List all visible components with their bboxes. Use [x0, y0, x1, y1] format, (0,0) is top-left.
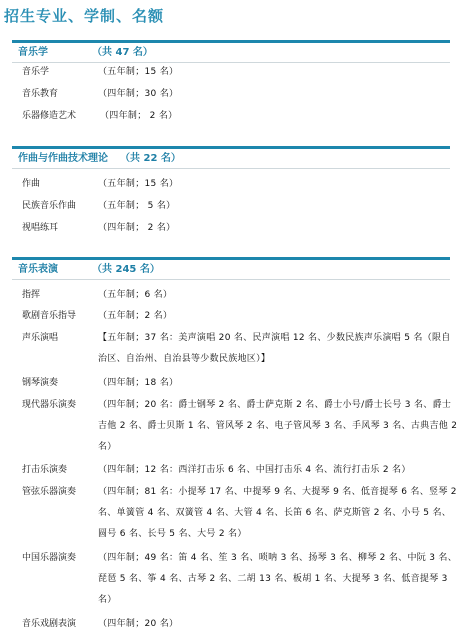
item-label: 中国乐器演奏: [22, 553, 77, 563]
item-label: 作曲: [22, 179, 41, 189]
list-item: [0, 373, 468, 393]
item-label: 现代器乐演奏: [22, 400, 77, 410]
section-header: [0, 146, 468, 168]
item-detail: （四年制；18 名）: [98, 378, 179, 388]
section-name: 音乐表演: [18, 264, 58, 275]
item-detail: （四年制；49 名：笛 4 名、笙 3 名、唢呐 3 名、扬琴 3 名、柳琴 2 名、中阮 3 名、琵琶 5 名、筝 4 名、古琴 2 名、二胡 13 名、板胡 1 名、大提琴 3 名、低音提琴 3 名）: [98, 553, 458, 605]
section-rule: [12, 168, 450, 169]
item-label: 指挥: [22, 290, 41, 300]
item-label: 管弦乐器演奏: [22, 487, 77, 497]
section-top-bar: [12, 146, 450, 149]
list-item: [0, 106, 468, 126]
item-detail: （五年制；15 名）: [98, 179, 179, 189]
item-label: 音乐教育: [22, 89, 59, 99]
item-detail: （五年制；2 名）: [98, 311, 173, 321]
item-detail: （四年制；20 名）: [98, 619, 179, 629]
item-detail: （四年制； 2 名）: [98, 223, 176, 233]
list-item: [0, 84, 468, 104]
section-musicology: [0, 40, 468, 62]
list-item: [0, 218, 468, 238]
list-item: [0, 196, 468, 216]
section-rule: [12, 279, 450, 280]
item-label: 钢琴演奏: [22, 378, 59, 388]
item-detail: （五年制；6 名）: [98, 290, 173, 300]
section-header: [0, 257, 468, 279]
section-name: 音乐学: [18, 47, 48, 58]
list-item: [0, 395, 468, 459]
item-detail: 【五年制；37 名：美声演唱 20 名、民声演唱 12 名、少数民族声乐演唱 5 名（限自治区、自治州、自治县等少数民族地区）】: [98, 333, 451, 364]
item-detail: （四年制；12 名：西洋打击乐 6 名、中国打击乐 4 名、流行打击乐 2 名）: [98, 465, 411, 475]
item-label: 视唱练耳: [22, 223, 59, 233]
section-performance: [0, 257, 468, 279]
list-item: [0, 306, 468, 326]
section-count: （共 245 名）: [92, 264, 160, 275]
item-detail: （四年制；81 名：小提琴 17 名、中提琴 9 名、大提琴 9 名、低音提琴 6 名、竖琴 2 名、单簧管 4 名、双簧管 4 名、大管 4 名、长笛 6 名、萨克斯管 2 名、小号 5 名、圆号 6 名、长号 5 名、大号 2 名）: [98, 487, 457, 539]
list-item: [0, 548, 468, 612]
item-label: 乐器修造艺术: [22, 111, 77, 121]
list-item: [0, 285, 468, 305]
item-label: 歌剧音乐指导: [22, 311, 77, 321]
section-top-bar: [12, 40, 450, 43]
section-header: [0, 40, 468, 62]
list-item: [0, 174, 468, 194]
list-item: [0, 62, 468, 82]
item-detail: （四年制；30 名）: [98, 89, 179, 99]
list-item: [0, 328, 468, 372]
item-label: 民族音乐作曲: [22, 201, 77, 211]
item-label: 音乐戏剧表演: [22, 619, 77, 629]
section-name: 作曲与作曲技术理论: [18, 153, 108, 164]
item-label: 打击乐演奏: [22, 465, 68, 475]
item-detail: （五年制；15 名）: [98, 67, 179, 77]
item-detail: （四年制； 2 名）: [100, 111, 178, 121]
item-detail: （四年制；20 名：爵士钢琴 2 名、爵士萨克斯 2 名、爵士小号/爵士长号 3 名、爵士吉他 2 名、爵士贝斯 1 名、管风琴 2 名、电子管风琴 3 名、手风琴 3 名、古典吉他 2 名）: [98, 400, 458, 452]
item-label: 声乐演唱: [22, 333, 59, 343]
list-item: [0, 460, 468, 480]
section-count: （共 47 名）: [92, 47, 153, 58]
section-count: （共 22 名）: [120, 153, 181, 164]
section-top-bar: [12, 257, 450, 260]
list-item: [0, 482, 468, 546]
item-label: 音乐学: [22, 67, 50, 77]
page-title: 招生专业、学制、名额: [4, 7, 165, 25]
list-item: [0, 614, 468, 634]
item-detail: （五年制； 5 名）: [98, 201, 176, 211]
section-composition: [0, 146, 468, 168]
